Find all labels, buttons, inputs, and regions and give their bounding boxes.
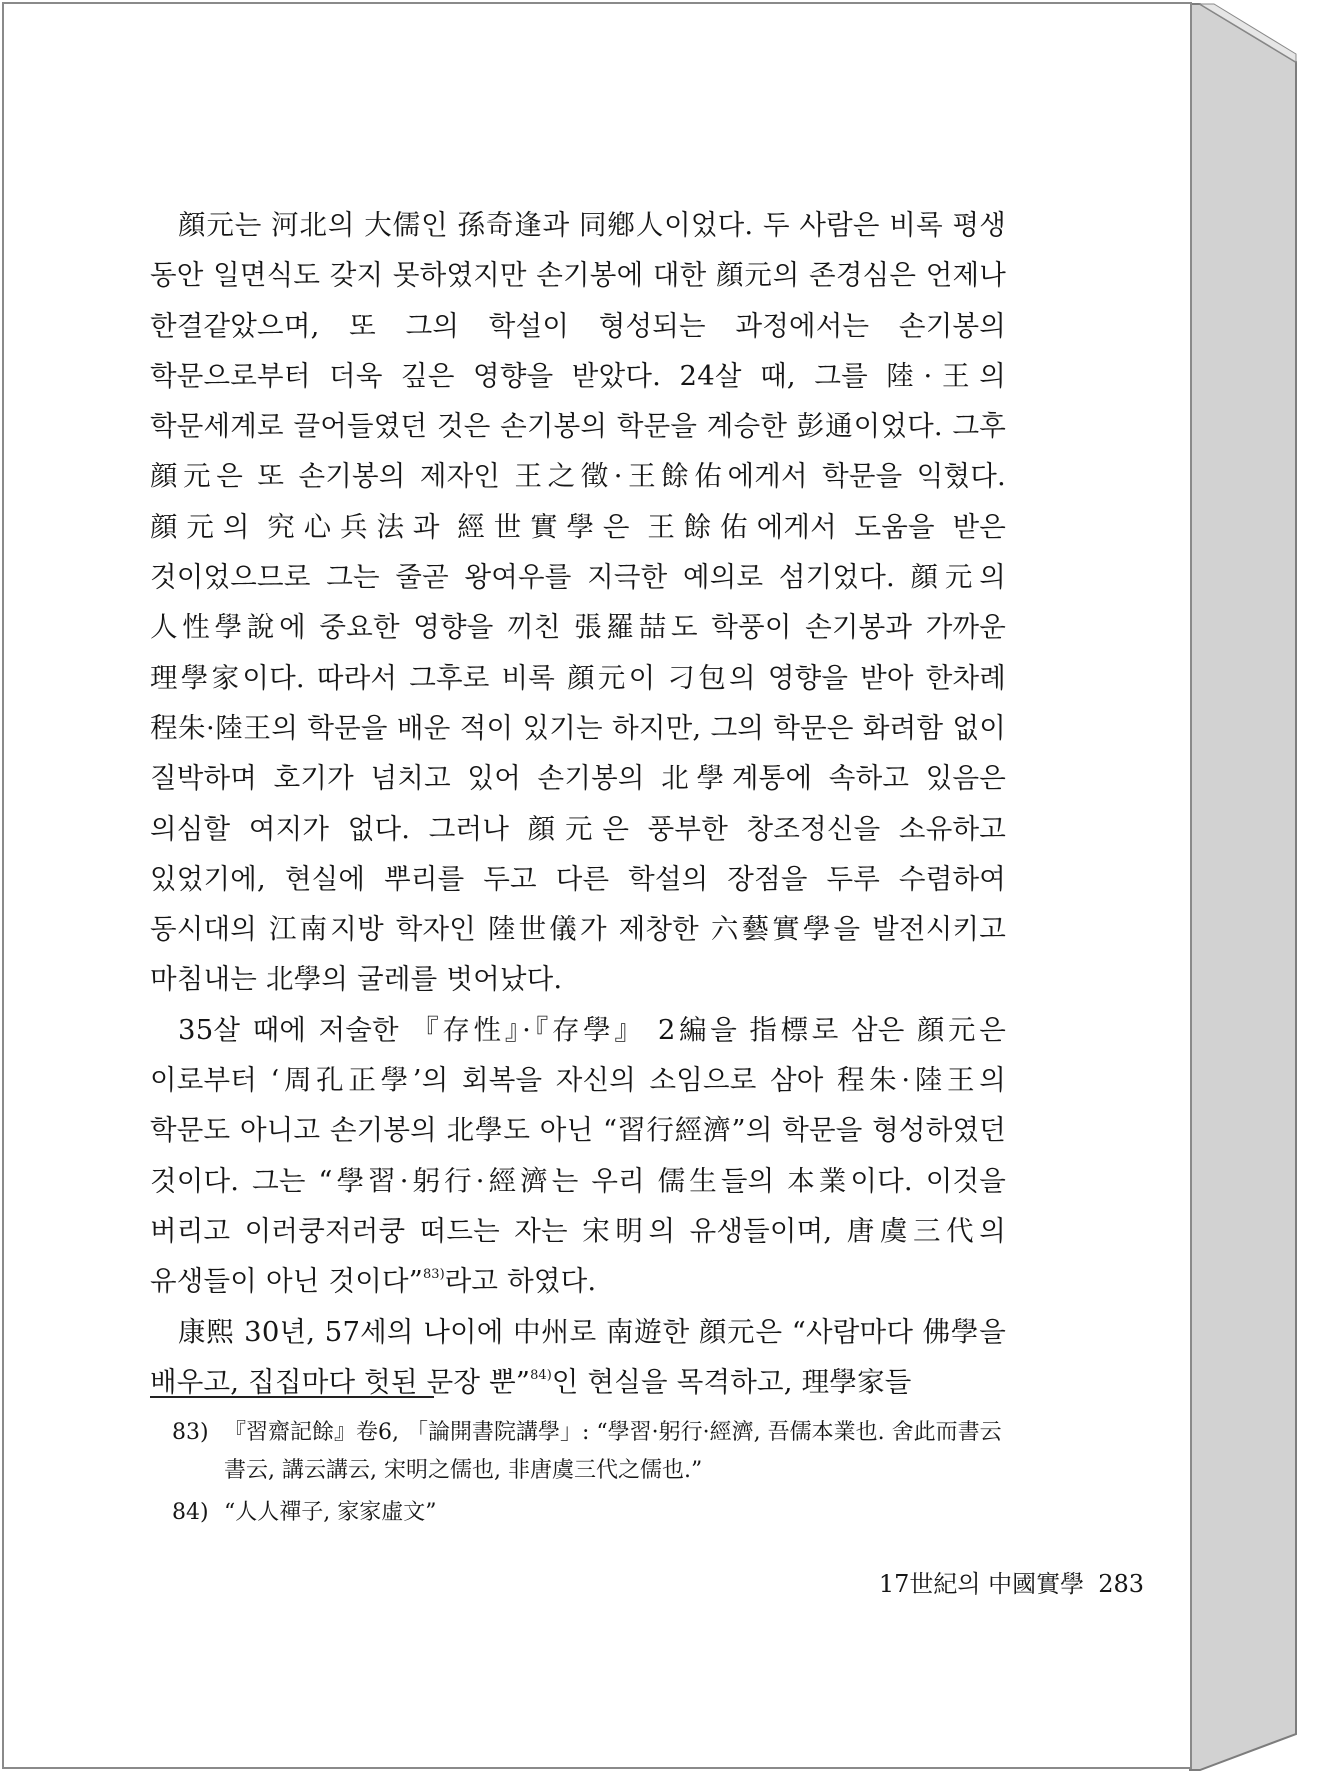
footnote-84 [172, 1494, 1002, 1532]
paragraph-3-tail: 인 현실을 목격하고, 理學家들 [551, 1365, 912, 1398]
body-text [150, 200, 1006, 1407]
footnote-ref-83[interactable]: 83) [423, 1267, 445, 1283]
page-number: 283 [1098, 1570, 1144, 1598]
paragraph-2-tail: 라고 하였다. [444, 1265, 597, 1298]
footnote-text: 『習齋記餘』卷6, 「論開書院講學」: “學習·躬行·經濟, 吾儒本業也. 舍此而書云書云, 講云講云, 宋明之儒也, 非唐虞三代之儒也.” [224, 1420, 1002, 1483]
paragraph-3 [150, 1307, 1006, 1408]
footnote-number: 84) [172, 1500, 209, 1525]
footnotes [172, 1414, 1002, 1536]
paragraph-2 [150, 1005, 1006, 1307]
running-footer [879, 1564, 1144, 1599]
footnote-83 [172, 1414, 1002, 1490]
footnote-divider [150, 1396, 434, 1398]
paragraph-1: 顔元는 河北의 大儒인 孫奇逢과 同鄕人이었다. 두 사람은 비록 평생 동안 일면식도 갖지 못하였지만 손기봉에 대한 顔元의 존경심은 언제나 한결같았으며, 또 그의 학설이 형성되는 과정에서는 손기봉의 학문으로부터 더욱 깊은 영향을 받았다. 24살 때, 그를 陸·王의 학문세계로 끌어들였던 것은 손기봉의 학문을 계승한 彭通이었다. 그후 顔元은 또 손기봉의 제자인 王之徵·王餘佑에게서 학문을 익혔다. 顔元의 究心兵法과 經世實學은 王餘佑에게서 도움을 받은 것이었으므로 그는 줄곧 왕여우를 지극한 예의로 섬기었다. 顔元의 人性學說에 중요한 영향을 끼친 張羅喆도 학풍이 손기봉과 가까운 理學家이다. 따라서 그후로 비록 顔元이 刁包의 영향을 받아 한차례 程朱·陸王의 학문을 배운 적이 있기는 하지만, 그의 학문은 화려함 없이 질박하며 호기가 넘치고 있어 손기봉의 北學계통에 속하고 있음은 의심할 여지가 없다. 그러나 顔元은 풍부한 창조정신을 소유하고 있었기에, 현실에 뿌리를 두고 다른 학설의 장점을 두루 수렴하여 동시대의 江南지방 학자인 陸世儀가 제창한 六藝實學을 발전시키고 마침내는 北學의 굴레를 벗어났다. [150, 209, 1006, 996]
footnote-text: “人人禪子, 家家虛文” [224, 1500, 437, 1525]
paragraph-3-text: 康熙 30년, 57세의 나이에 中州로 南遊한 顔元은 “사람마다 佛學을 배우고, 집집마다 헛된 문장 뿐” [150, 1315, 1006, 1398]
footnote-number: 83) [172, 1420, 209, 1445]
footnote-ref-84[interactable]: 84) [530, 1367, 552, 1383]
paragraph-2-text: 35살 때에 저술한 『存性』·『存學』 2編을 指標로 삼은 顔元은 이로부터 ‘周孔正學’의 회복을 자신의 소임으로 삼아 程朱·陸王의 학문도 아니고 손기봉의 北學도 아닌 “習行經濟”의 학문을 형성하였던 것이다. 그는 “學習·躬行·經濟는 우리 儒生들의 本業이다. 이것을 버리고 이러쿵저러쿵 떠드는 자는 宋明의 유생들이며, 唐虞三代의 유생들이 아닌 것이다” [150, 1013, 1006, 1298]
running-title: 17世紀의 中國實學 [878, 1570, 1085, 1598]
